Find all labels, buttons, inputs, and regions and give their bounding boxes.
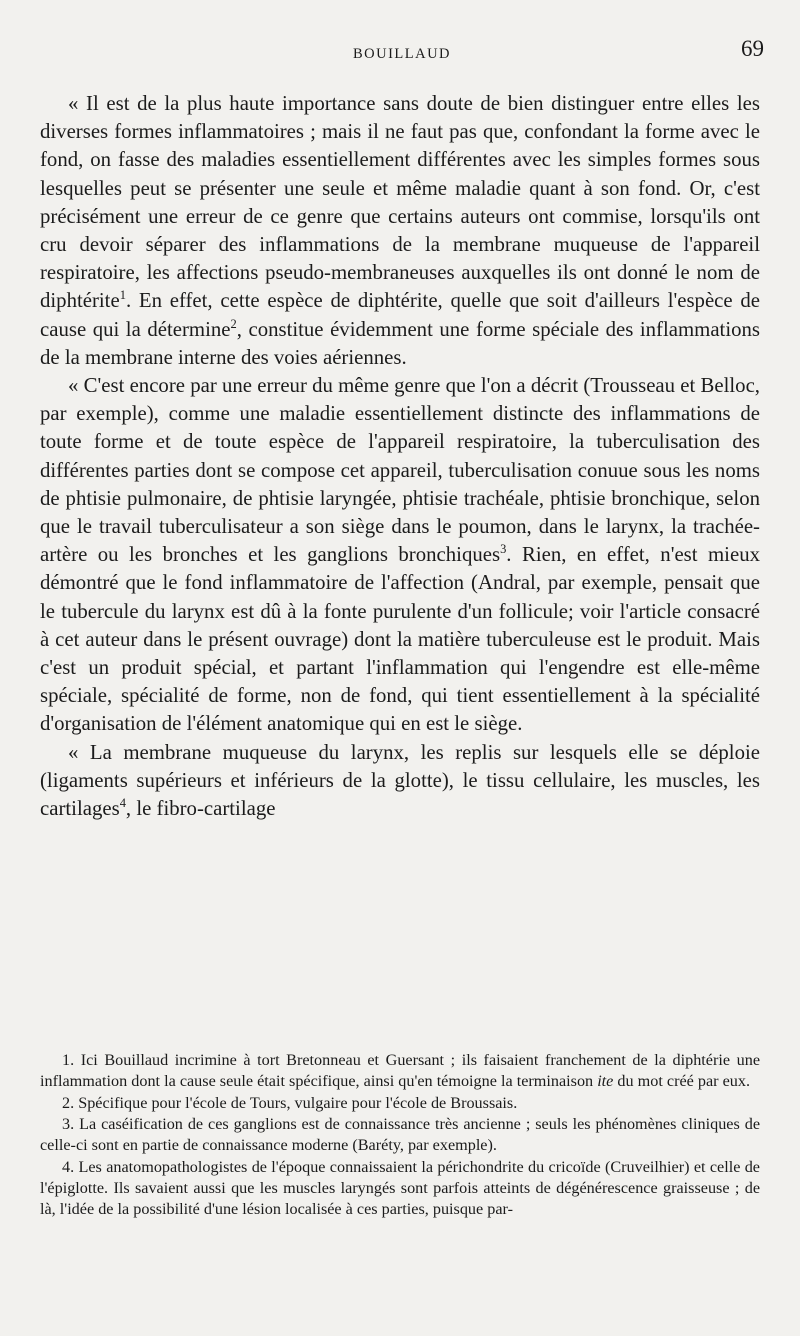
- text-run: « La membrane muqueuse du larynx, les replis sur lesquels elle se déploie (ligaments supérieurs et inférieurs de la glotte), le tissu cellulaire, les muscles, les cartilages: [40, 740, 760, 821]
- text-run: « Il est de la plus haute importance sans doute de bien distinguer entre elles les diverses formes inflammatoires ; mais il ne faut pas que, confondant la forme avec le fond, on fasse des maladies essentiellement différentes avec les simples formes sous lesquelles peut se présenter une seule et même maladie quant à son fond. Or, c'est précisément une erreur de ce genre que certains auteurs ont commise, lorsqu'ils ont cru devoir séparer des inflammations de la membrane muqueuse de l'appareil respiratoire, les affections pseudo-membraneuses auxquelles ils ont donné le nom de diphtérite: [40, 92, 760, 313]
- footnote: [40, 1093, 760, 1114]
- text-run: Spécifique pour l'école de Tours, vulgaire pour l'école de Broussais.: [78, 1093, 518, 1112]
- text-run: . En effet, cette espèce de diphtérite, quelle que soit d'ailleurs l'espèce de cause qui la détermine: [40, 289, 760, 341]
- text-run: du mot créé par eux.: [613, 1071, 751, 1090]
- footnote-number: 1.: [62, 1051, 75, 1069]
- page-number: 69: [741, 36, 764, 61]
- footnote: [40, 1050, 760, 1092]
- footnotes: [40, 1050, 760, 1219]
- footnote-number: 2.: [62, 1093, 75, 1112]
- text-run: Les anatomopathologistes de l'époque connaissaient la périchondrite du cricoïde (Cruveilhier) et celle de l'épiglotte. Ils savaient aussi que les muscles laryngés sont parfois atteints de dégénérescence graisseuse ; de là, l'idée de la possibilité d'une lésion localisée à ces parties, puisque par-: [40, 1157, 760, 1218]
- footnote-ref: 3: [500, 542, 507, 557]
- emphasis: ite: [597, 1071, 614, 1090]
- page-header: [40, 36, 764, 68]
- footnote: [40, 1114, 760, 1156]
- paragraph: [40, 739, 760, 824]
- footnote-number: 3.: [62, 1115, 75, 1134]
- text-run: La caséification de ces ganglions est de connaissance très ancienne ; seuls les phénomènes cliniques de celle-ci sont en partie de connaissance moderne (Baréty, par exemple).: [40, 1115, 761, 1155]
- footnote-number: 4.: [62, 1157, 75, 1176]
- running-head: BOUILLAUD: [352, 46, 452, 62]
- text-run: , constitue évidemment une forme spéciale des inflammations de la membrane interne des voies aériennes.: [40, 317, 761, 369]
- main-text: [40, 90, 760, 823]
- paragraph: [40, 90, 760, 372]
- text-run: « C'est encore par une erreur du même genre que l'on a décrit (Trousseau et Belloc, par exemple), comme une maladie essentiellement distincte des inflammations de toute forme et de toute espèce de l'appareil respiratoire, la tuberculisation des différentes parties dont se compose cet appareil, tuberculisation conuue sous les noms de phtisie pulmonaire, de phtisie laryngée, phtisie trachéale, phtisie bronchique, selon que le travail tuberculisateur a son siège dans le poumon, dans le larynx, la trachée-artère ou les bronches et les ganglions bronchiques: [40, 374, 760, 567]
- footnote: [40, 1157, 760, 1219]
- footnote-ref: 4: [119, 796, 126, 811]
- text-run: , le fibro-cartilage: [125, 797, 276, 821]
- paragraph: [40, 372, 760, 739]
- text-run: Ici Bouillaud incrimine à tort Bretonneau et Guersant ; ils faisaient franchement de la diphtérie une inflammation dont la cause seule était spécifique, ainsi qu'en témoigne la terminaison: [40, 1051, 760, 1090]
- footnote-ref: 2: [230, 316, 237, 331]
- text-run: . Rien, en effet, n'est mieux démontré que le fond inflammatoire de l'affection (Andral, par exemple, pensait que le tubercule du larynx est dû à la fonte purulente d'un follicule; voir l'article consacré à cet auteur dans le présent ouvrage) dont la matière tuberculeuse est le produit. Mais c'est un produit spécial, et partant l'inflammation qui l'engendre est elle-même spéciale, spécialité de forme, non de fond, qui tient essentiellement à la spécialité d'organisation de l'élément anatomique qui en est le siège.: [40, 543, 760, 736]
- footnote-ref: 1: [119, 288, 126, 303]
